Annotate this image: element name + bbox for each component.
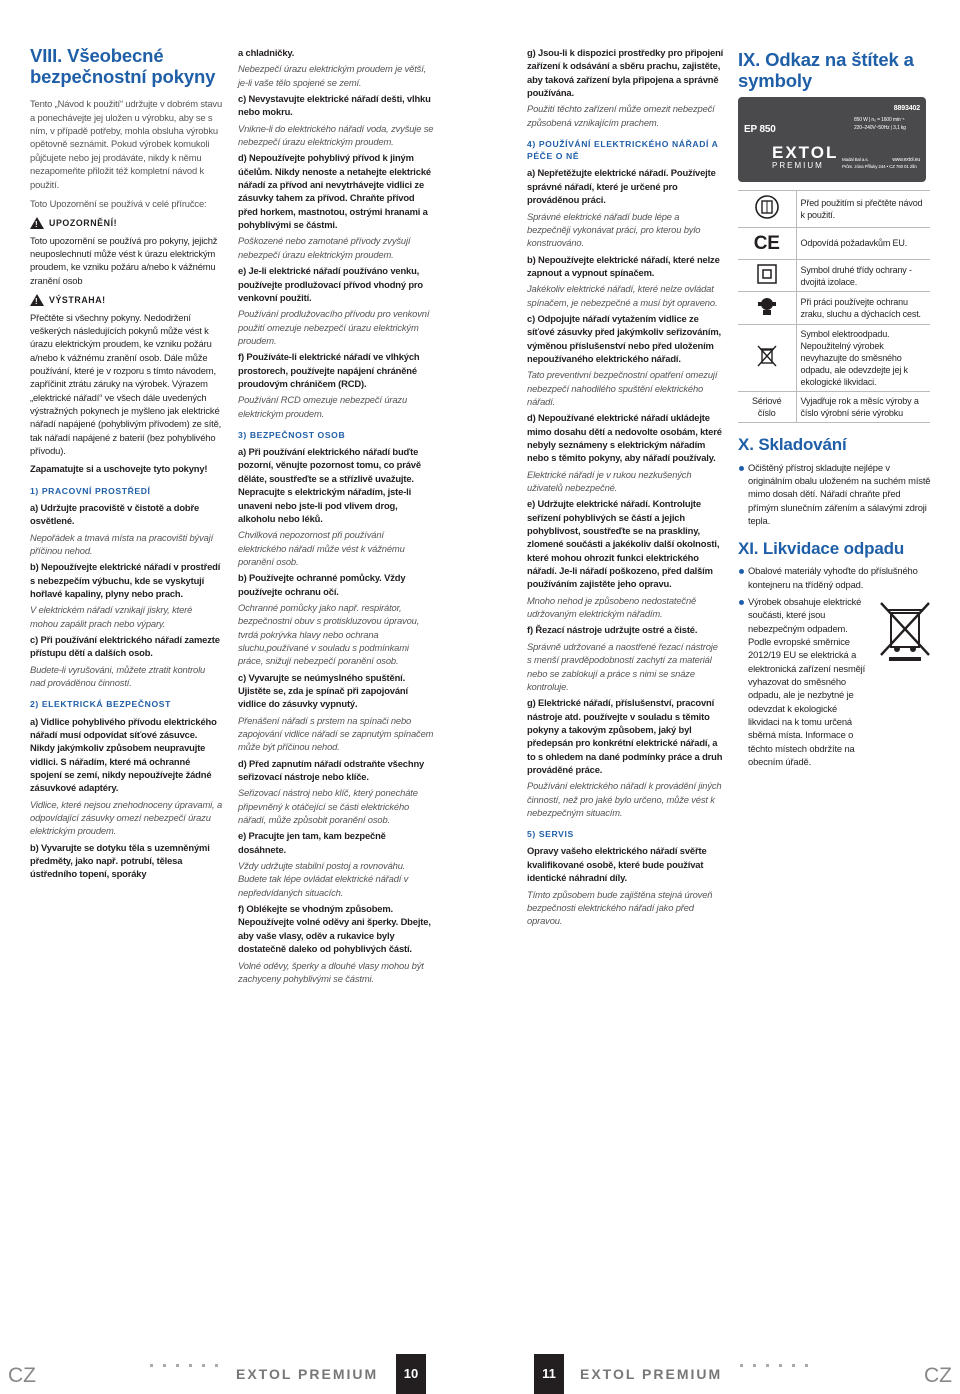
remember-line: Zapamatujte si a uschovejte tyto pokyny! — [30, 463, 208, 475]
s2d-note: Poškozené nebo zamotané přívody zvyšují nebezpečí úrazu elektrickým proudem. — [238, 235, 411, 260]
disposal-text-2: Výrobek obsahuje elektrické součásti, které jsou nebezpečným odpadem. Podle evropské směrnice 2012/19 EU se elektrická a elektronická zařízení nesmějí vyhazovat do směsného odpadu, ale je nezbytné je odevzdat k ekologické likvidaci na k tomu určená sběrná místa. Informace o těchto místech obdržíte na obecním úřadě. — [738, 595, 933, 768]
fourth-column — [738, 50, 933, 772]
intro-text: Tento „Návod k použití“ udržujte v dobrém stavu a ponechávejte jej uložen u výrobku, aby se s ním, v případě potřeby, mohla obsluha výrobku opětovně seznámit. Pokud výrobek komukoli půjčujete nebo jej prodáváte, nikdy k němu nezapomeňte přiložit též kompletní návod k použití. — [30, 98, 223, 190]
s4d: d) Nepoužívané elektrické nářadí ukládejte mimo dosahu dětí a nedovolte osobám, které nebyly seznámeny s elektrickým nářadím nebo s těmito pokyny, aby nářadí používaly. — [527, 412, 722, 464]
warning-label-text: UPOZORNĚNÍ! — [49, 218, 118, 229]
storage-text: Očištěný přístroj skladujte nejlépe v originálním obalu uloženém na suchém místě mimo dosah dětí. Nářadí chraňte před přímým slunečním zářením a sálavými zdroji tepla. — [738, 461, 933, 528]
s2c: c) Nevystavujte elektrické nářadí dešti, vlhku nebo mokru. — [238, 93, 431, 118]
s3f-note: Volné oděvy, šperky a dlouhé vlasy mohou být zachyceny pohyblivými se částmi. — [238, 959, 424, 984]
plate-address: Prům. zóna Příluky 244 • CZ 760 01 Zlín — [842, 164, 917, 170]
warning-triangle-icon — [30, 217, 44, 229]
left-column — [30, 46, 222, 884]
s2b-note: Nebezpečí úrazu elektrickým proudem je větší, je-li vaše tělo spojené se zemí. — [238, 63, 427, 88]
plate-specs — [854, 117, 906, 132]
s4c: c) Odpojujte nářadí vytažením vidlice ze síťové zásuvky před jakýmkoliv seřizováním, výměnou příslušenství nebo před uložením nepoužívaného elektrického nářadí. — [527, 312, 721, 364]
caution-label-text: VÝSTRAHA! — [49, 295, 106, 306]
table-row — [738, 292, 930, 324]
s4c-note: Tato preventivní bezpečnostní opatření omezují nebezpečí nahodilého spuštění elektrického nářadí. — [527, 369, 718, 407]
plate-spec-2: 220–240V~50Hz | 3,1 kg — [854, 124, 906, 131]
section-1-heading: 1) PRACOVNÍ PROSTŘEDÍ — [30, 485, 151, 496]
footer-dots-left — [150, 1364, 218, 1368]
section-4-heading: 4) POUŽÍVÁNÍ ELEKTRICKÉHO NÁŘADÍ A PÉČE O NĚ — [527, 139, 719, 162]
serial-label: Sériové číslo — [738, 392, 796, 423]
s3b: b) Používejte ochranné pomůcky. Vždy používejte ochranu očí. — [238, 572, 406, 597]
s2b-cont: a chladničky. — [238, 47, 295, 58]
section-5-heading: 5) SERVIS — [527, 829, 574, 840]
s4e-note: Mnoho nehod je způsobeno nedostatečně udržovaným elektrickým nářadím. — [527, 594, 697, 620]
footer-dots-right — [740, 1364, 808, 1368]
section-3-heading: 3) BEZPEČNOST OSOB — [238, 429, 346, 440]
crossed-bin-icon — [877, 599, 933, 661]
section-xi-title: XI. Likvidace odpadu — [738, 539, 905, 559]
symbol-desc: Vyjadřuje rok a měsíc výroby a číslo výrobní série výrobku — [796, 392, 930, 423]
table-row — [738, 227, 930, 260]
s2b: b) Vyvarujte se dotyku těla s uzemněnými předměty, jako např. potrubí, tělesa ústředního topení, sporáky — [30, 841, 210, 880]
manual-icon — [754, 194, 780, 220]
s3b-note: Ochranné pomůcky jako např. respirátor, bezpečnostní obuv s protiskluzovou úpravou, tvrdá pokrývka hlavy nebo ochrana sluchu,používané v souladu s podmínkami práce, snižují nebezpečí poranění osob. — [238, 601, 420, 667]
caution-label — [30, 294, 222, 306]
plate-maker-name: Madal Bal a.s. — [842, 157, 869, 163]
footer-cz-right: CZ — [924, 1364, 952, 1387]
s3d-note: Seřizovací nástroj nebo klíč, který ponecháte připevněný k otáčející se části elektrického nářadí, může způsobit poranění osob. — [238, 787, 418, 826]
s2d: d) Nepoužívejte pohyblivý přívod k jiným účelům. Nikdy nenoste a netahejte elektrické nářadí za přívod ani nevytrhávejte vidlici ze zásuvky tahem za přívod. Chraňte přívod před horkem, mastnotou, ostrými hranami a pohyblivými se částmi. — [238, 152, 431, 231]
s4g-note: Používání elektrického nářadí k provádění jiných činností, než pro jaké bylo určeno, může vést k nebezpečným situacím. — [527, 780, 722, 818]
symbol-desc: Symbol druhé třídy ochrany - dvojitá izolace. — [796, 260, 930, 292]
section-ix-title: IX. Odkaz na štítek a symboly — [738, 49, 914, 91]
protective-gear-icon — [754, 295, 780, 317]
s2a-note: Vidlice, které nejsou znehodnoceny úpravami, a odpovídající zásuvky omezí nebezpečí úrazu elektrickým proudem. — [30, 798, 223, 837]
weee-bin-icon — [756, 344, 778, 368]
plate-spec-1: 850 W | n₀ = 1600 min⁻¹ — [854, 117, 905, 124]
section-viii-title: VIII. Všeobecné bezpečnostní pokyny — [30, 45, 216, 87]
symbol-desc: Symbol elektroodpadu. Nepoužitelný výrobek nevyhazujte do směsného odpadu, ale odevzdejte jej k ekologické likvidaci. — [796, 324, 930, 392]
plate-model: EP 850 — [744, 124, 776, 136]
page-number-right: 11 — [534, 1354, 564, 1394]
s4a: a) Nepřetěžujte elektrické nářadí. Používejte správné nářadí, které je určené pro prováděnou práci. — [527, 167, 716, 206]
symbol-desc: Odpovídá požadavkům EU. — [796, 227, 930, 260]
s3d: d) Před zapnutím nářadí odstraňte všechny seřizovací nástroje nebo klíče. — [238, 757, 425, 783]
warning-label — [30, 217, 222, 229]
symbol-desc: Při práci používejte ochranu zraku, sluchu a dýchacích cest. — [796, 292, 930, 324]
table-row — [738, 392, 930, 423]
s2e: e) Je-li elektrické nářadí používáno venku, používejte prodlužovací přívod vhodný pro venkovní použití. — [238, 265, 424, 303]
s3a: a) Při používání elektrického nářadí buďte pozorní, věnujte pozornost tomu, co právě děláte, soustřeďte se a střízlivě uvažujte. Nepracujte s elektrickým nářadím, jste-li unaveni nebo jste-li pod vlivem drog, alkoholu nebo léků. — [238, 446, 421, 524]
disposal-text-1: Obalové materiály vyhoďte do příslušného kontejneru na tříděný odpad. — [738, 564, 933, 591]
s5-note: Tímto způsobem bude zajištěna stejná úroveň bezpečnosti elektrického nářadí jako před opravou. — [527, 888, 713, 927]
page-number-left: 10 — [396, 1354, 426, 1394]
s3a-note: Chvilková nepozornost při používání elektrického nářadí může vést k vážnému poranění osob. — [238, 529, 405, 567]
caution-text: Přečtěte si všechny pokyny. Nedodržení veškerých následujících pokynů může vést k úrazu elektrickým proudem, ke vzniku požáru a/nebo k vážnému zranění osob. Dále může používání, které je v rozporu s tímto návodem, zapříčinit ztrátu záruky na výrobek. Výrazem „elektrické nářadí“ ve všech dále uvedených výstražných pokynech je myšleno jak elektrické nářadí napájené (pohyblivým přívodem) ze sítě, tak nářadí napájené z baterií (bez pohyblivého přívodu). — [30, 311, 222, 456]
s3c: c) Vyvarujte se neúmyslného spuštění. Ujistěte se, zda je spínač při zapojování vidlice do zásuvky vypnutý. — [238, 671, 408, 710]
table-row — [738, 260, 930, 292]
rating-plate — [738, 97, 926, 182]
s1c-note: Budete-li vyrušováni, můžete ztratit kontrolu nad prováděnou činností. — [30, 663, 206, 688]
s2c-note: Vnikne-li do elektrického nářadí voda, zvyšuje se nebezpečí úrazu elektrickým proudem. — [238, 122, 434, 148]
toto-line: Toto Upozornění se používá v celé příručce: — [30, 197, 207, 209]
section-x-title: X. Skladování — [738, 435, 847, 455]
s4d-note: Elektrické nářadí je v rukou nezkušených uživatelů nebezpečné. — [527, 468, 692, 494]
s3c-note: Přenášení nářadí s prstem na spínači nebo zapojování vidlice nářadí se zapnutým spínačem může být příčinou nehod. — [238, 714, 434, 753]
s4f-note: Správně udržované a naostřené řezací nástroje s menší pravděpodobností zachytí za materiál nebo se zablokují a práce s nimi se snáze kontroluje. — [527, 640, 718, 692]
s3f: f) Oblékejte se vhodným způsobem. Nepoužívejte volné oděvy ani šperky. Dbejte, aby vaše vlasy, oděv a rukavice byly dostatečně daleko od pohyblivých částí. — [238, 903, 431, 955]
s4a-note: Správné elektrické nářadí bude lépe a bezpečněji vykonávat práci, pro kterou bylo konstruováno. — [527, 210, 701, 249]
second-column — [238, 46, 434, 988]
s4f: f) Řezací nástroje udržujte ostré a čisté. — [527, 624, 698, 636]
s4g: g) Elektrické nářadí, příslušenství, pracovní nástroje atd. používejte v souladu s těmito pokyny a takovým způsobem, jaký byl předepsán pro konkrétní elektrické nářadí, a to s ohledem na dané podmínky práce a druh prováděné práce. — [527, 697, 723, 775]
s5: Opravy vašeho elektrického nářadí svěřte kvalifikované osobě, které bude používat identické náhradní díly. — [527, 845, 707, 884]
s4b-note: Jakékoliv elektrické nářadí, které nelze ovládat spínačem, je nebezpečné a musí být opraveno. — [527, 283, 718, 308]
section-2-heading: 2) ELEKTRICKÁ BEZPEČNOST — [30, 699, 171, 710]
plate-web: www.extol.eu — [892, 157, 920, 164]
s2a: a) Vidlice pohyblivého přívodu elektrického nářadí musí odpovídat síťové zásuvce. Nikdy jakýmkoliv způsobem neupravujte vidlici. S nářadím, které má ochranné spojení se zemí, nikdy nepoužívejte žádné zásuvkové adaptéry. — [30, 715, 217, 794]
s3e: e) Pracujte jen tam, kam bezpečně dosáhnete. — [238, 830, 386, 855]
s1a-note: Nepořádek a tmavá místa na pracovišti bývají příčinou nehod. — [30, 531, 214, 556]
s4b: b) Nepoužívejte elektrické nářadí, které nelze zapnout a vypnout spínačem. — [527, 253, 720, 278]
s2e-note: Používání prodlužovacího přívodu pro venkovní použití omezuje nebezpečí úrazu elektrickým proudem. — [238, 308, 430, 346]
ce-mark-icon: CE — [753, 232, 780, 254]
symbol-desc: Před použitím si přečtěte návod k použití. — [796, 191, 930, 227]
plate-premium: PREMIUM — [772, 161, 824, 171]
double-insulation-icon — [756, 263, 778, 285]
s1b-note: V elektrickém nářadí vznikají jiskry, které mohou zapálit prach nebo výpary. — [30, 604, 193, 629]
s1a: a) Udržujte pracoviště v čistotě a dobře osvětlené. — [30, 501, 200, 527]
symbols-table — [738, 190, 930, 423]
s2f-note: Používání RCD omezuje nebezpečí úrazu elektrickým proudem. — [238, 394, 408, 419]
table-row — [738, 191, 930, 227]
s4e: e) Udržujte elektrické nářadí. Kontrolujte seřízení pohyblivých se částí a jejich pohyblivost, soustřeďte se na praskliny, zlomené součásti a jakékoliv další okolnosti, které mohou ohrozit funkci elektrického nářadí. Je-li nářadí poškozeno, před dalším používáním zajistěte jeho opravu. — [527, 498, 720, 590]
s1c: c) Při používání elektrického nářadí zamezte přístupu dětí a dalších osob. — [30, 633, 220, 659]
plate-number: 8893402 — [893, 105, 920, 113]
warning-triangle-icon — [30, 294, 44, 306]
s1b: b) Nepoužívejte elektrické nářadí v prostředí s nebezpečím výbuchu, kde se vyskytují hořlavé kapaliny, plyny nebo prach. — [30, 561, 221, 599]
footer-brand-right: EXTOL PREMIUM — [580, 1366, 723, 1382]
s2f: f) Používáte-li elektrické nářadí ve vlhkých prostorech, používejte napájení chráněné proudovým chráničem (RCD). — [238, 351, 420, 389]
plate-brand: EXTOL — [772, 143, 839, 163]
table-row — [738, 324, 930, 392]
s3g: g) Jsou-li k dispozici prostředky pro připojení zařízení k odsávání a sběru prachu, zajistěte, aby taková zařízení byla připojena a správně používána. — [527, 47, 724, 99]
footer-cz-left: CZ — [8, 1364, 36, 1387]
footer-brand-left: EXTOL PREMIUM — [236, 1366, 379, 1382]
s3e-note: Vždy udržujte stabilní postoj a rovnováhu. Budete tak lépe ovládat elektrické nářadí v nepředvídaných situacích. — [238, 860, 409, 898]
warning-text: Toto upozornění se používá pro pokyny, jejichž neuposlechnutí může vést k úrazu elektrickým proudem, ke vzniku požáru a/nebo k vážnému zranění osob — [30, 234, 218, 286]
s3g-note: Použití těchto zařízení může omezit nebezpečí způsobená vznikajícím prachem. — [527, 103, 715, 128]
third-column — [527, 46, 724, 931]
